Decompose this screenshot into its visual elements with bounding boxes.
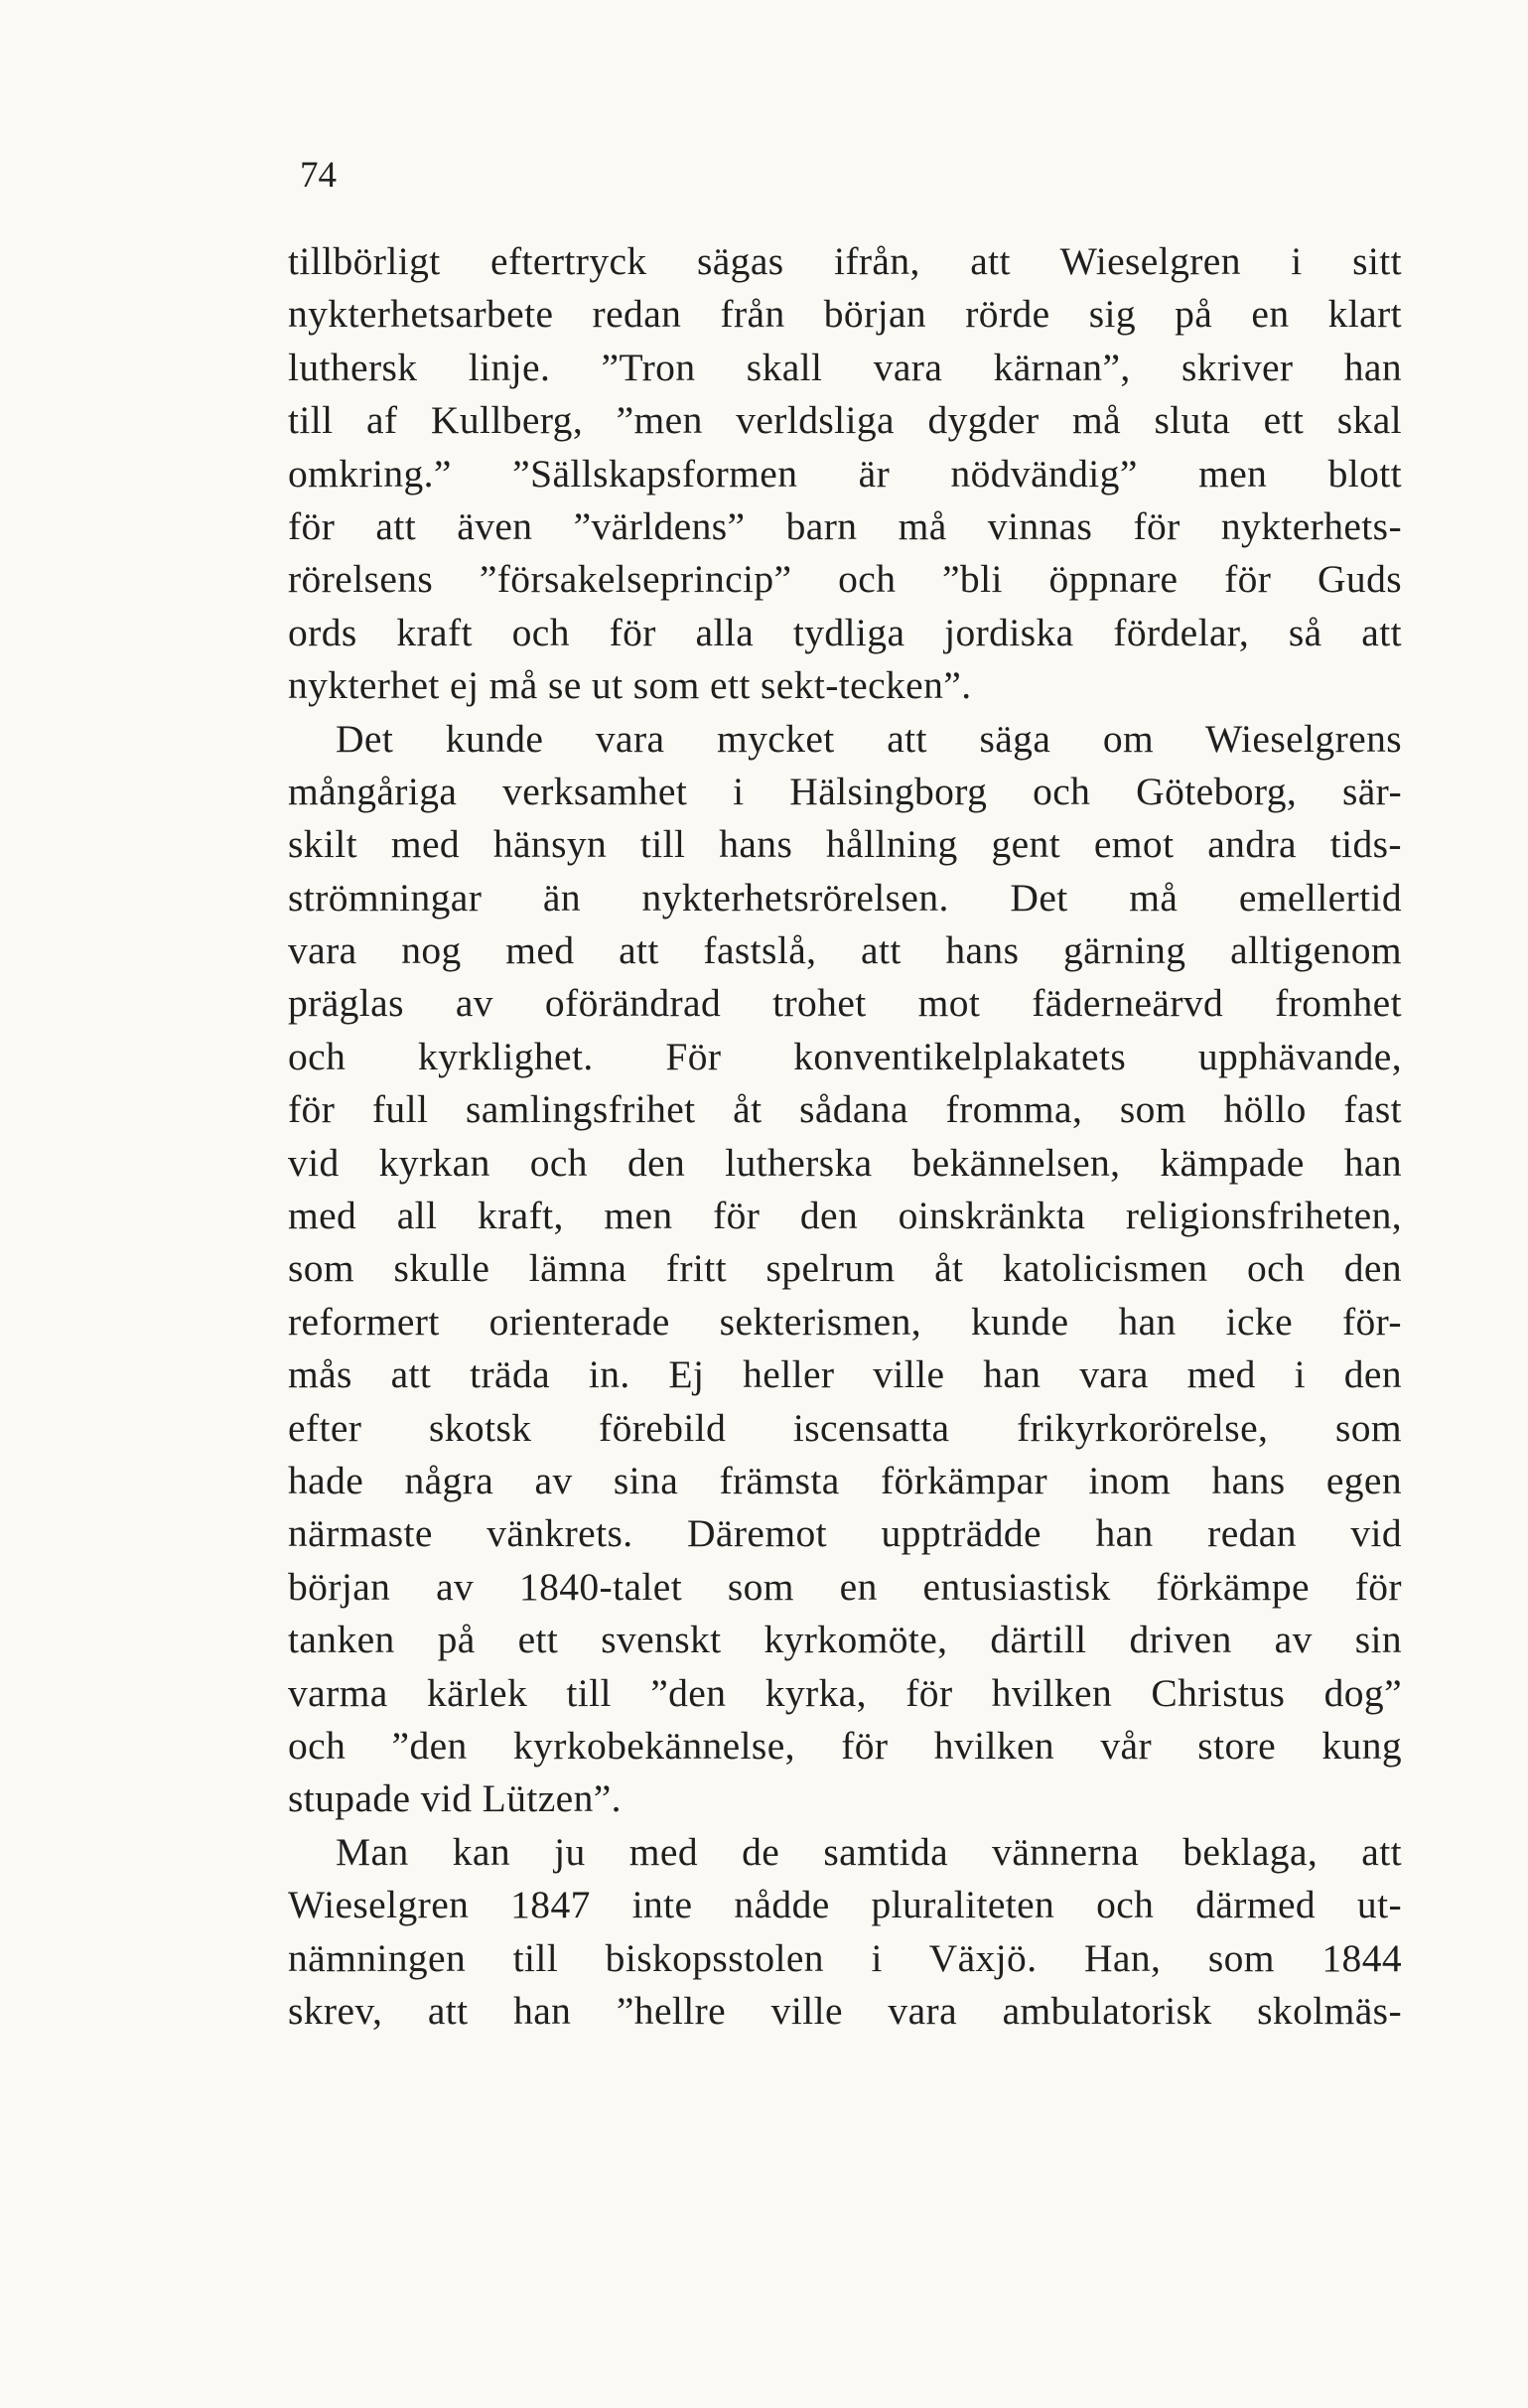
text-line: luthersk linje. ”Tron skall vara kärnan”, skriver han	[288, 345, 1402, 389]
text-line: efter skotsk förebild iscensatta frikyrkorörelse, som	[288, 1405, 1402, 1450]
text-line: närmaste vänkrets. Däremot uppträdde han redan vid	[288, 1511, 1402, 1556]
text-line: nykterhetsarbete redan från början rörde sig på en klart	[288, 292, 1402, 337]
text-line: hade några av sina främsta förkämpar inom hans egen	[288, 1458, 1402, 1502]
text-line: och kyrklighet. För konventikelplakatets upphävande,	[288, 1034, 1402, 1078]
text-line: varma kärlek till ”den kyrka, för hvilken Christus dog”	[288, 1670, 1402, 1715]
text-line: nykterhet ej må se ut som ett sekt-tecken”.	[288, 663, 972, 708]
page-number: 74	[300, 155, 337, 196]
text-line: nämningen till biskopsstolen i Växjö. Han, som 1844	[288, 1935, 1402, 1980]
text-line: Wieselgren 1847 inte nådde pluraliteten och därmed ut-	[288, 1883, 1402, 1927]
text-line: tanken på ett svenskt kyrkomöte, därtill driven av sin	[288, 1618, 1402, 1662]
text-line: vara nog med att fastslå, att hans gärning alltigenom	[288, 928, 1402, 973]
text-line: för att även ”världens” barn må vinnas för nykterhets-	[288, 503, 1402, 548]
text-line: skrev, att han ”hellre ville vara ambulatorisk skolmäs-	[288, 1988, 1402, 2033]
text-line: stupade vid Lützen”.	[288, 1776, 622, 1821]
text-line: ords kraft och för alla tydliga jordiska fördelar, så att	[288, 610, 1402, 654]
text-line: Man kan ju med de samtida vännerna beklaga, att	[336, 1829, 1402, 1874]
text-line: som skulle lämna fritt spelrum åt katolicismen och den	[288, 1246, 1402, 1291]
text-line: mångåriga verksamhet i Hälsingborg och Göteborg, sär-	[288, 769, 1402, 813]
text-line: strömningar än nykterhetsrörelsen. Det må emellertid	[288, 875, 1402, 920]
text-line: skilt med hänsyn till hans hållning gent emot andra tids-	[288, 822, 1402, 867]
text-line: mås att träda in. Ej heller ville han vara med i den	[288, 1352, 1402, 1397]
text-line: Det kunde vara mycket att säga om Wieselgrens	[336, 716, 1402, 761]
text-line: vid kyrkan och den lutherska bekännelsen, kämpade han	[288, 1140, 1402, 1185]
text-line: reformert orienterade sekterismen, kunde han icke för-	[288, 1299, 1402, 1344]
text-line: med all kraft, men för den oinskränkta religionsfriheten,	[288, 1194, 1402, 1238]
text-line: omkring.” ”Sällskapsformen är nödvändig” men blott	[288, 451, 1402, 496]
body-text	[288, 235, 1402, 2038]
text-line: för full samlingsfrihet åt sådana fromma, som höllo fast	[288, 1087, 1402, 1132]
text-line: präglas av oförändrad trohet mot fäderneärvd fromhet	[288, 981, 1402, 1026]
text-line: början av 1840-talet som en entusiastisk förkämpe för	[288, 1564, 1402, 1609]
text-line: och ”den kyrkobekännelse, för hvilken vår store kung	[288, 1723, 1402, 1768]
text-line: rörelsens ”försakelseprincip” och ”bli öppnare för Guds	[288, 557, 1402, 602]
text-line: tillbörligt eftertryck sägas ifrån, att Wieselgren i sitt	[288, 239, 1402, 283]
text-line: till af Kullberg, ”men verldsliga dygder må sluta ett skal	[288, 398, 1402, 443]
